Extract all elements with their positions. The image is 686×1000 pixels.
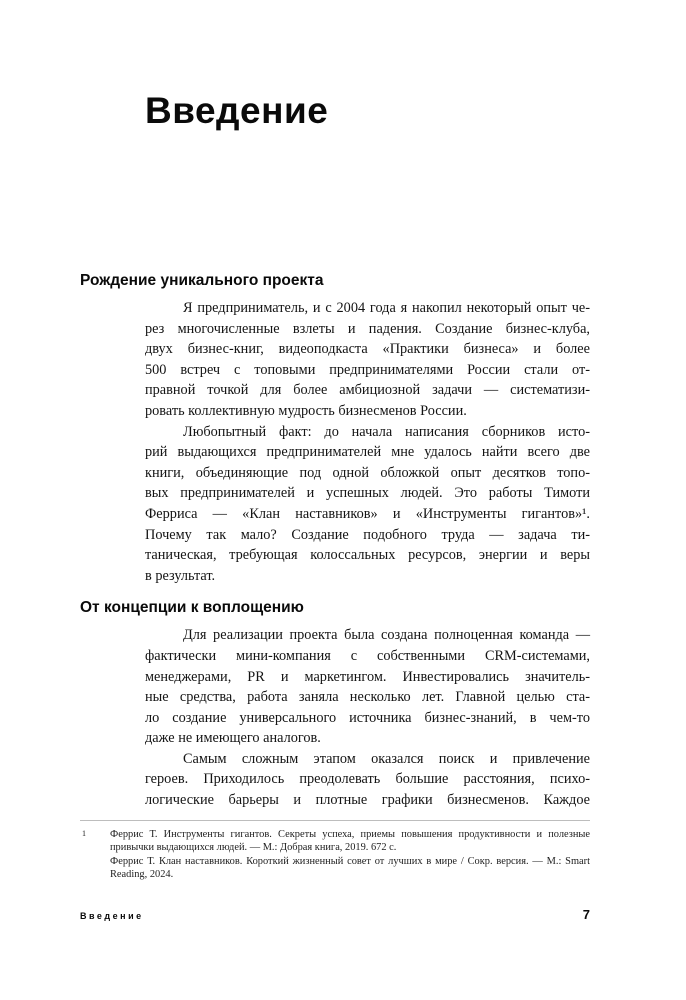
footnote-text: Феррис Т. Инструменты гигантов. Секреты успеха, приемы повышения продуктивности и полезные привычки выдающихся людей. — М.: Добрая книга, 2019. 672 с. <box>110 829 590 854</box>
text-line: рез многочисленные взлеты и падения. Создание бизнес-клуба, <box>145 320 590 337</box>
text-line: ло создание универсального источника бизнес-знаний, в чем-то <box>145 709 590 726</box>
text-line: в результат. <box>145 567 216 584</box>
text-line: Ферриса — «Клан наставников» и «Инструменты гигантов»¹. <box>145 505 590 522</box>
footnote-text: Феррис Т. Клан наставников. Короткий жизненный совет от лучших в мире / Сокр. версия. — М.: Smart Reading, 2024. <box>110 855 590 881</box>
text-line: логические барьеры и плотные графики бизнесменов. Каждое <box>145 792 590 809</box>
text-line: 500 встреч с топовыми предпринимателями России стали от- <box>145 361 590 378</box>
text-line: героев. Приходилось преодолевать большие расстояния, психо- <box>145 771 590 788</box>
text-line: вых предпринимателей и успешных людей. Это работы Тимоти <box>145 485 590 502</box>
text-line: Почему так мало? Создание подобного труда — задача ти- <box>145 526 590 543</box>
page-content <box>80 272 590 811</box>
footnote-area <box>80 820 590 882</box>
paragraph <box>145 749 590 811</box>
text-line: Для реализации проекта была создана полноценная команда — <box>183 627 590 644</box>
footnote-divider <box>80 820 590 821</box>
paragraph <box>145 422 590 587</box>
paragraph <box>145 625 590 749</box>
text-line: менеджерами, PR и маркетингом. Инвестировались значитель- <box>145 668 590 685</box>
paragraph <box>145 298 590 422</box>
text-line: Самым сложным этапом оказался поиск и привлечение <box>183 750 590 767</box>
text-line: таническая, требующая колоссальных ресурсов, энергии и веры <box>145 547 590 564</box>
page-footer <box>80 907 590 922</box>
section-heading: От концепции к воплощению <box>80 599 304 617</box>
text-line: книги, объединяющие под одной обложкой опыт десятков топо- <box>145 464 590 481</box>
text-line: ные средства, работа заняла несколько лет. Главной целью ста- <box>145 689 590 706</box>
footnote-list <box>80 828 590 882</box>
text-line: Я предприниматель, и с 2004 года я накопил некоторый опыт че- <box>183 300 590 316</box>
footnote-entry <box>82 828 590 855</box>
text-line: ровать коллективную мудрость бизнесменов России. <box>145 402 467 419</box>
text-line: Любопытный факт: до начала написания сборников исто- <box>183 423 590 440</box>
text-line: даже не имеющего аналогов. <box>145 730 321 747</box>
footnote-marker: 1 <box>82 829 86 838</box>
running-header: Введение <box>80 911 144 921</box>
page-title: Введение <box>145 90 329 131</box>
text-line: рий выдающихся предпринимателей мне удалось найти всего две <box>145 444 590 461</box>
text-line: двух бизнес-книг, видеоподкаста «Практики бизнеса» и более <box>145 341 590 358</box>
text-line: правной точкой для более амбициозной задачи — систематизи- <box>145 382 590 399</box>
text-line: фактически мини-компания с собственными CRM-системами, <box>145 647 590 664</box>
section-heading: Рождение уникального проекта <box>80 272 324 289</box>
footnote-entry <box>110 855 590 882</box>
page-number: 7 <box>582 907 590 922</box>
